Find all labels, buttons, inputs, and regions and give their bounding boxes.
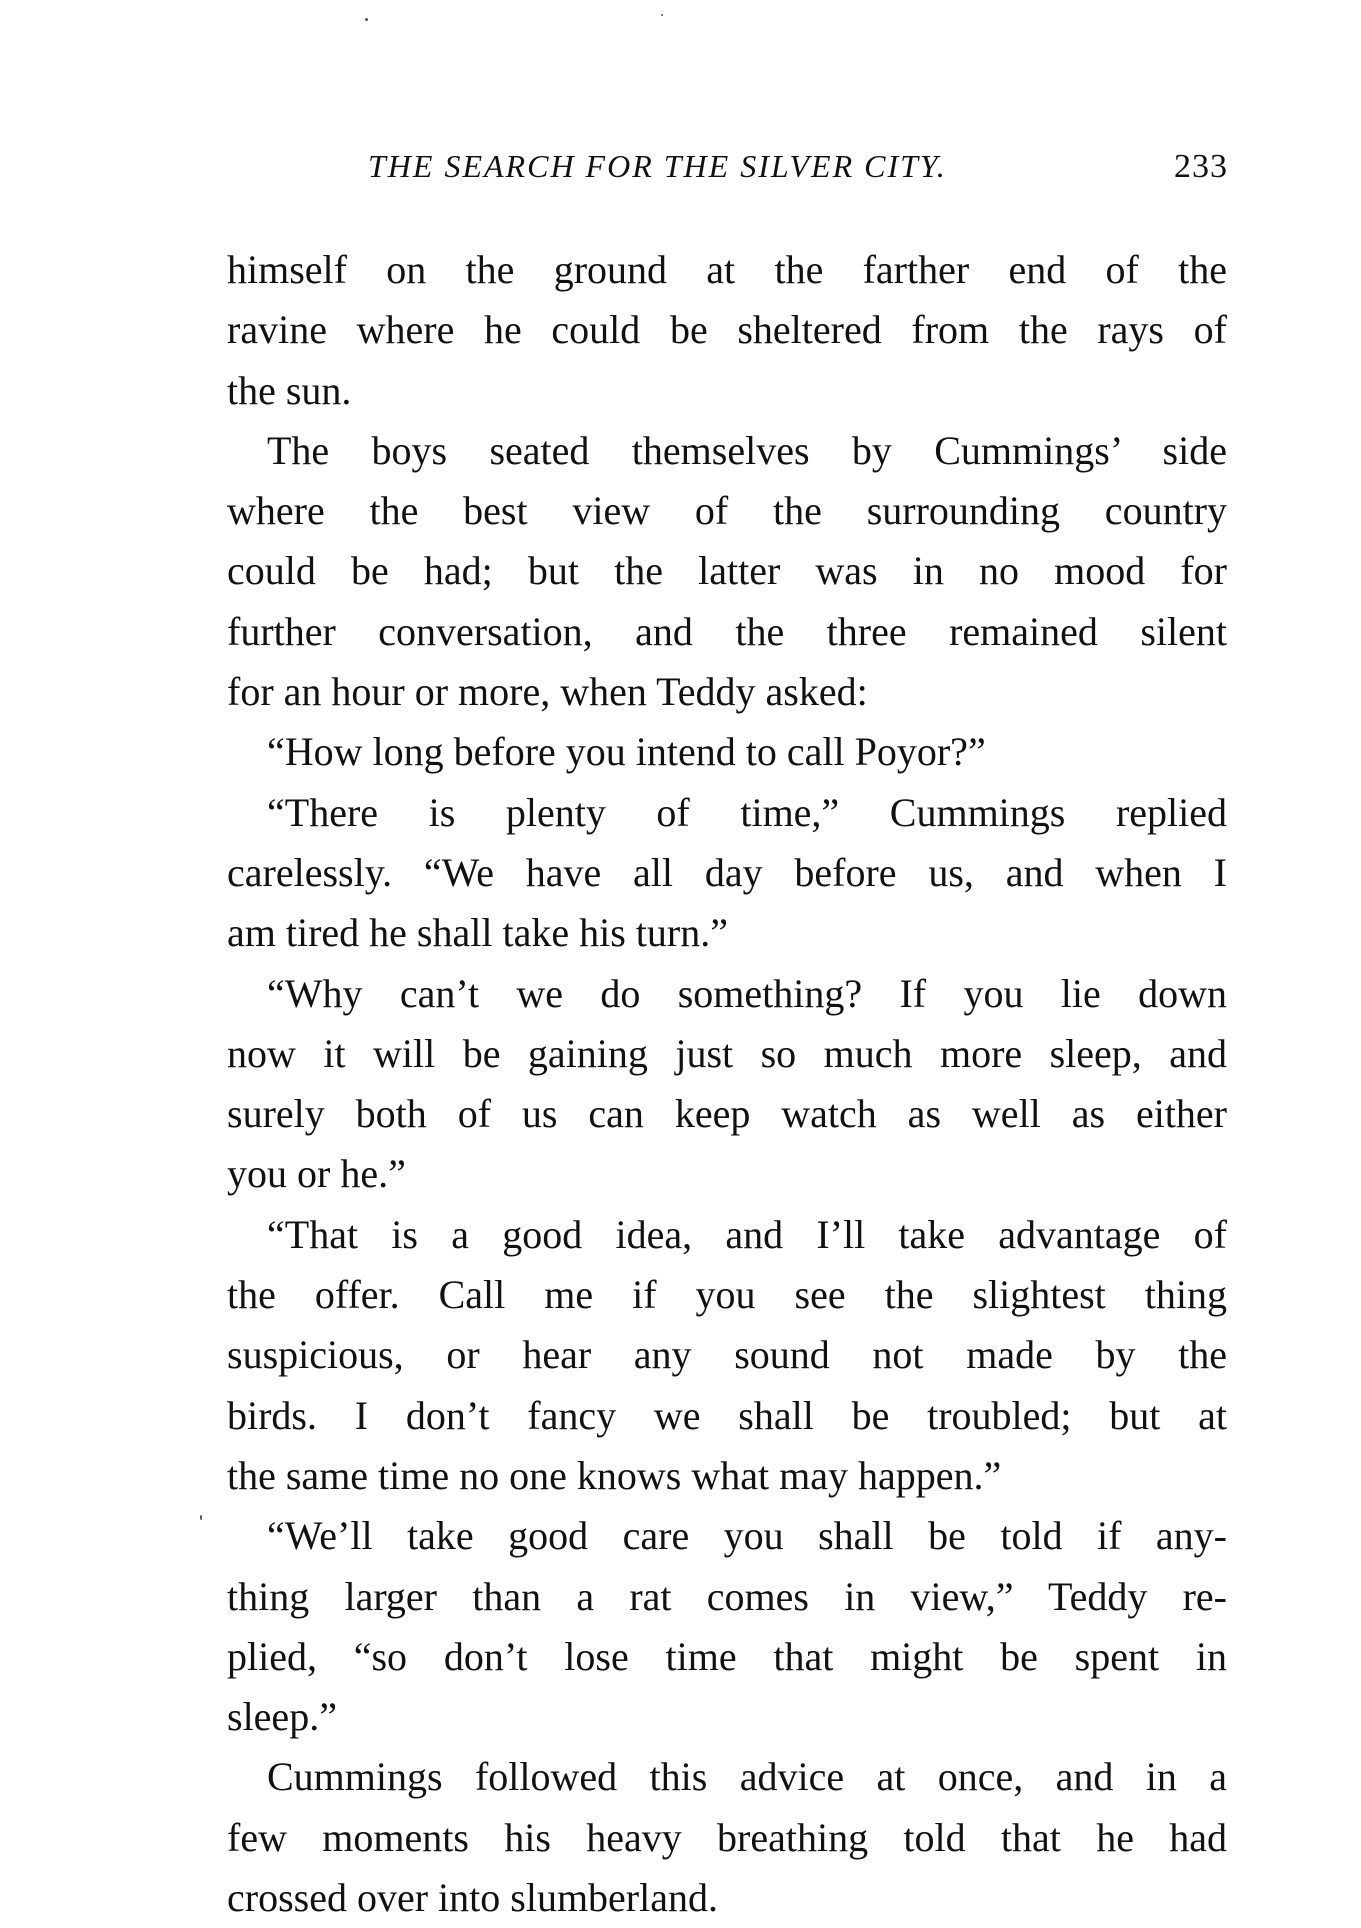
text-line: The boys seated themselves by Cummings’ side [267,427,1227,473]
text-line: surely both of us can keep watch as well as either [227,1091,1227,1137]
text-line: sleep.” [227,1694,337,1740]
text-line: for an hour or more, when Teddy asked: [227,669,868,715]
text-line: “That is a good idea, and I’ll take advantage of [267,1211,1227,1257]
text-line: “There is plenty of time,” Cummings replied [267,789,1227,835]
text-line: the sun. [227,367,352,413]
text-line: further conversation, and the three remained silent [227,608,1227,654]
body-text [227,240,1227,1928]
text-line: where the best view of the surrounding country [227,488,1227,534]
text-line: now it will be gaining just so much more sleep, and [227,1030,1227,1076]
text-line: “Why can’t we do something? If you lie down [267,970,1227,1016]
paper-speck [200,1515,202,1520]
text-line: plied, “so don’t lose time that might be spent in [227,1633,1227,1679]
paper-speck [661,14,663,16]
text-line: “How long before you intend to call Poyor?” [267,729,986,775]
text-line: could be had; but the latter was in no mood for [227,548,1227,594]
text-line: suspicious, or hear any sound not made by the [227,1332,1227,1378]
text-line: the same time no one knows what may happen.” [227,1452,1002,1498]
text-line: thing larger than a rat comes in view,” Teddy re- [227,1573,1227,1619]
text-line: the offer. Call me if you see the slightest thing [227,1272,1227,1318]
text-line: crossed over into slumberland. [227,1875,718,1921]
page-header [368,148,1228,198]
text-line: Cummings followed this advice at once, and in a [267,1754,1227,1800]
text-line: birds. I don’t fancy we shall be troubled; but at [227,1392,1227,1438]
text-line: himself on the ground at the farther end of the [227,247,1227,292]
text-line: carelessly. “We have all day before us, and when I [227,849,1227,895]
page-number: 233 [1174,148,1228,185]
text-line: am tired he shall take his turn.” [227,910,728,956]
text-line: few moments his heavy breathing told that he had [227,1814,1227,1860]
running-title: THE SEARCH FOR THE SILVER CITY. [368,148,947,184]
text-line: “We’ll take good care you shall be told if any- [267,1513,1227,1559]
paper-speck [365,18,368,21]
text-line: ravine where he could be sheltered from the rays of [227,307,1227,353]
text-line: you or he.” [227,1151,406,1197]
